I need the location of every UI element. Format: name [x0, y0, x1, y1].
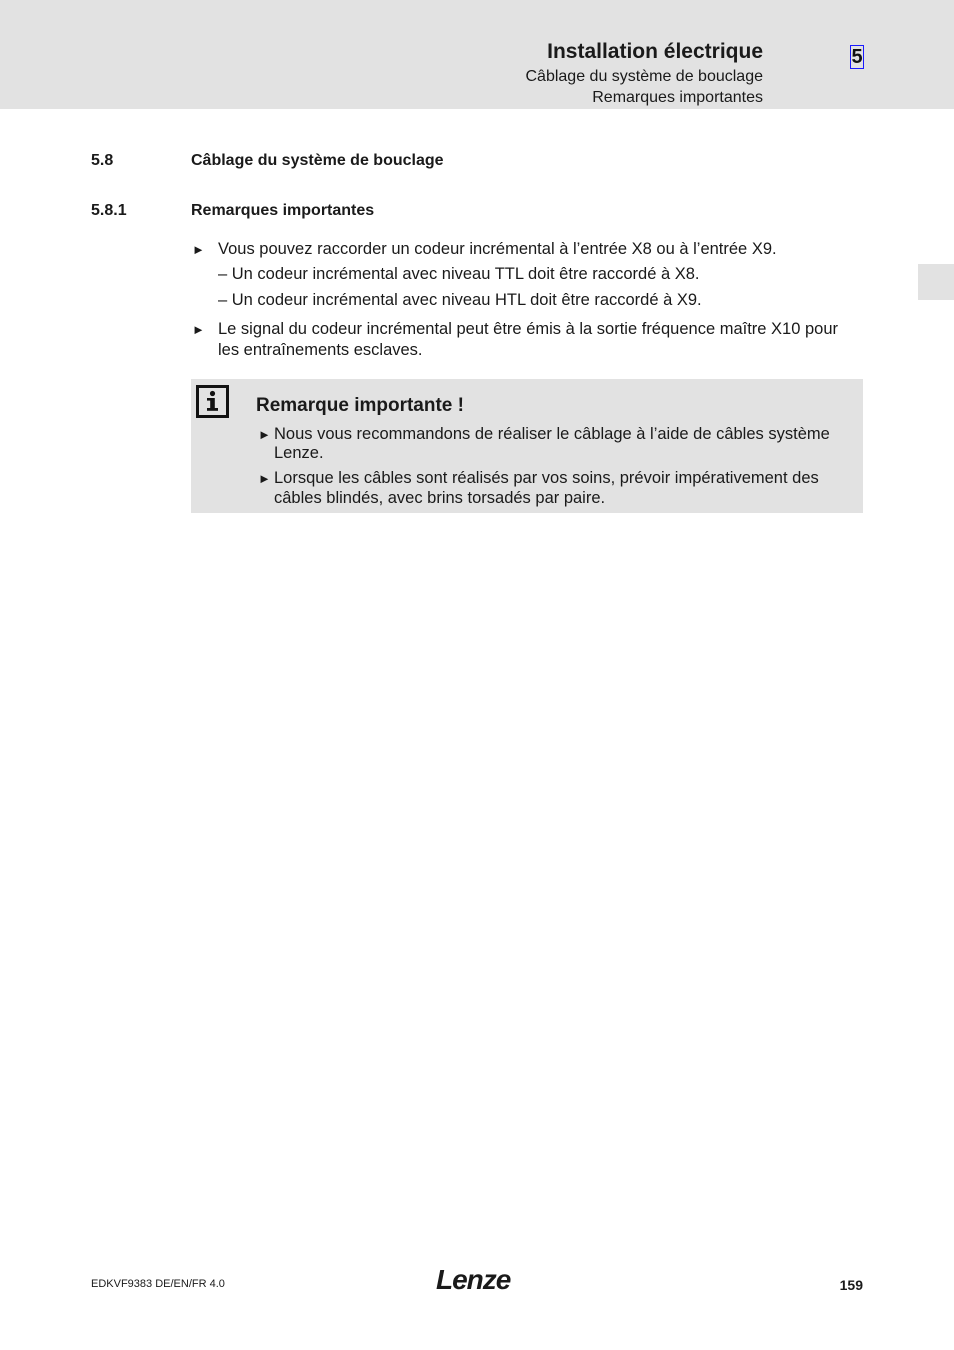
section-number: 5.8	[91, 152, 114, 169]
header-subtitle-1: Câblage du système de bouclage	[525, 68, 763, 85]
header-subtitle-2: Remarques importantes	[592, 89, 763, 106]
sub-bullet-text: – Un codeur incrémental avec niveau HTL doit être raccordé à X9.	[218, 291, 702, 309]
note-text-continued: câbles blindés, avec brins torsadés par paire.	[274, 489, 606, 507]
bullet-text: Vous pouvez raccorder un codeur incrémental à l’entrée X8 ou à l’entrée X9.	[218, 240, 777, 258]
note-bullet-arrow-icon: ►	[258, 471, 271, 486]
note-text: Lorsque les câbles sont réalisés par vos soins, prévoir impérativement des	[274, 469, 819, 487]
note-text-continued: Lenze.	[274, 444, 324, 462]
page-number: 159	[839, 1277, 863, 1293]
sub-bullet-text: – Un codeur incrémental avec niveau TTL doit être raccordé à X8.	[218, 265, 700, 283]
document-id: EDKVF9383 DE/EN/FR 4.0	[91, 1278, 225, 1290]
chapter-number: 5	[851, 46, 863, 68]
header-title: Installation électrique	[547, 40, 763, 63]
subsection-title: Remarques importantes	[191, 202, 375, 219]
note-title: Remarque importante !	[256, 395, 464, 416]
note-text: Nous vous recommandons de réaliser le câblage à l’aide de câbles système	[274, 425, 830, 443]
subsection-number: 5.8.1	[91, 202, 127, 219]
bullet-arrow-icon: ►	[192, 322, 205, 337]
section-title: Câblage du système de bouclage	[191, 152, 444, 169]
bullet-arrow-icon: ►	[192, 242, 205, 257]
info-icon	[196, 385, 229, 418]
bullet-text: Le signal du codeur incrémental peut être émis à la sortie fréquence maître X10 pour	[218, 320, 839, 338]
note-bullet-arrow-icon: ►	[258, 427, 271, 442]
bullet-text-continued: les entraînements esclaves.	[218, 341, 423, 359]
header-band	[0, 0, 954, 109]
side-tab-marker	[918, 264, 954, 300]
lenze-logo: Lenze	[436, 1264, 511, 1295]
